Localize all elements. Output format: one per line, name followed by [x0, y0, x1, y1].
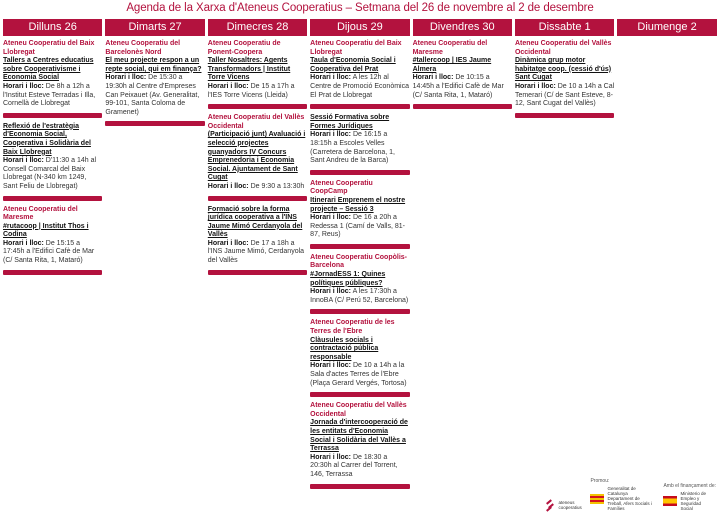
event-card [208, 114, 307, 200]
event-details [3, 240, 102, 266]
generalitat-flag-icon [590, 494, 604, 504]
day-header: Dimecres 28 [208, 19, 307, 36]
schedule-label: Horari i lloc: [310, 214, 352, 222]
event-card [413, 40, 512, 109]
event-card [515, 40, 614, 118]
schedule-text: A les 12h al Centre de Promoció Econòmica El Prat de Llobregat [310, 74, 409, 99]
event-separator [105, 121, 204, 126]
event-details [310, 454, 409, 480]
event-title-link[interactable]: Dinàmica grup motor habitatge coop. (cessió d'ús) Sant Cugat [514, 57, 612, 82]
xarxa-logo [545, 497, 580, 511]
event-title-link[interactable]: Formació sobre la forma jurídica cooperativa a l'INS Jaume Mimó Cerdanyola del Vallès [207, 205, 303, 239]
day-column [617, 19, 716, 494]
schedule-label: Horari i lloc: [310, 288, 352, 296]
event-card [3, 123, 102, 201]
schedule-text: De 15:15 a 17:45h a l'Edifici Cafè de Mar (C/ Santa Rita, 1, Mataró) [3, 239, 95, 265]
agenda-columns [3, 19, 717, 494]
event-organizer: Ateneu Cooperatiu Coopòlis-Barcelona [310, 253, 408, 270]
event-details [3, 157, 102, 191]
day-column [413, 19, 512, 494]
event-separator [310, 392, 409, 397]
schedule-label: Horari i lloc: [310, 362, 352, 370]
schedule-label: Horari i lloc: [207, 82, 249, 90]
event-card [310, 114, 409, 175]
event-separator [413, 104, 512, 109]
event-details [105, 74, 204, 117]
event-separator [208, 196, 307, 201]
event-card [310, 319, 409, 397]
logo-text: ateneus cooperatius [558, 500, 582, 510]
event-card [3, 40, 102, 118]
event-card [208, 40, 307, 109]
schedule-text: De 8h a 12h a l'Institut Esteve Terradas i Illa, Cornellà de Llobregat [3, 82, 96, 108]
event-card [3, 206, 102, 275]
event-organizer: Ateneu Cooperatiu del Vallès Occidental [514, 40, 612, 56]
event-details [208, 83, 307, 100]
event-title-link[interactable]: El meu projecte respon a un repte social, qui em finança? [105, 57, 202, 73]
day-column [310, 19, 409, 494]
day-header: Dijous 29 [310, 19, 409, 36]
schedule-label: Horari i lloc: [310, 453, 352, 461]
day-column [3, 19, 102, 494]
schedule-label: Horari i lloc: [3, 82, 44, 90]
event-organizer: Ateneu Cooperatiu del Vallès Occidental [310, 402, 407, 418]
schedule-label: Horari i lloc: [207, 239, 249, 247]
day-column [515, 19, 614, 494]
page-title: Agenda de la Xarxa d'Ateneus Cooperatius – Setmana del 26 de novembre al 2 de desembre [126, 2, 594, 14]
event-title-link[interactable]: Itinerari Emprenem el nostre projecte – Sessió 3 [310, 196, 406, 213]
event-title-link[interactable]: Clàusules socials i contractació pública responsable [310, 336, 379, 361]
footer-logos [545, 478, 716, 511]
amb-label: Amb el finançament de: [663, 483, 716, 489]
event-title-link[interactable]: #tallercoop | IES Jaume Almera [412, 57, 492, 73]
event-separator [310, 484, 409, 489]
spain-flag-icon [663, 496, 677, 506]
event-separator [310, 170, 409, 175]
day-column [105, 19, 204, 494]
schedule-label: Horari i lloc: [412, 74, 454, 82]
event-card [310, 254, 409, 315]
event-details [310, 74, 409, 100]
schedule-label: Horari i lloc: [310, 131, 352, 139]
event-separator [3, 113, 102, 118]
event-organizer: Ateneu Cooperatiu de les Terres de l'Ebre [310, 319, 395, 336]
event-details [310, 131, 409, 165]
schedule-text: D'11:30 a 14h al Consell Comarcal del Baix Llobregat (N-340 km 1249, Sant Feliu de Llobregat) [3, 157, 97, 190]
event-separator [208, 270, 307, 275]
generalitat-text: Generalitat de Catalunya Departament de Treball, Afers Socials i Famílies [607, 486, 652, 511]
event-details [310, 214, 409, 240]
day-header: Dilluns 26 [3, 19, 102, 36]
schedule-text: De 10 a 14h a la Sala d'actes Terres de l'Ebre (Plaça Gerard Vergés, Tortosa) [310, 362, 407, 387]
schedule-label: Horari i lloc: [207, 182, 249, 190]
event-separator [310, 309, 409, 314]
event-details [208, 183, 307, 192]
event-details [515, 83, 614, 109]
day-header: Divendres 30 [413, 19, 512, 36]
schedule-label: Horari i lloc: [3, 157, 44, 165]
event-details [310, 362, 409, 388]
event-organizer: Ateneu Cooperatiu del Vallès Occidental [207, 114, 305, 130]
schedule-label: Horari i lloc: [310, 74, 352, 82]
event-separator [208, 104, 307, 109]
event-organizer: Ateneu Cooperatiu del Baix Llobregat [310, 40, 402, 56]
event-details [3, 83, 102, 109]
ministerio-text: Ministerio de Empleo y Seguridad Social [680, 491, 706, 511]
event-details [208, 240, 307, 266]
event-organizer: Ateneu Cooperatiu del Baix Llobregat [3, 40, 95, 56]
event-card [105, 40, 204, 126]
event-organizer: Ateneu Cooperatiu del Maresme [412, 40, 488, 56]
schedule-text: De 17 a 18h a l'INS Jaume Mimó, Cerdanyola del Vallès [207, 239, 305, 265]
event-title-link[interactable]: Jornada d'intercooperació de les entitats d'Economia Social i Solidària del Vallès a Terrassa [310, 419, 408, 453]
event-title-link[interactable]: Taula d'Economia Social i Cooperativa del Prat [310, 57, 396, 73]
event-title-link[interactable]: Reflexió de l'estratègia d'Economia Social, Cooperativa i Solidària del Baix Llobregat [3, 122, 91, 156]
event-separator [3, 270, 102, 275]
schedule-text: De 18:30 a 20:30h al Carrer del Torrent, 146, Terrassa [310, 453, 398, 478]
finanament-block [663, 483, 716, 511]
schedule-text: De 10:15 a 14:45h a l'Edifici Cafè de Mar (C/ Santa Rita, 1, Mataró) [412, 74, 504, 99]
event-title-link[interactable]: Taller Nosaltres: Agents Transformadors | Institut Torre Vicens [207, 57, 291, 82]
day-column [208, 19, 307, 494]
event-organizer: Ateneu Cooperatiu del Maresme [3, 205, 78, 222]
ateneus-logo-icon [545, 499, 555, 511]
event-card [310, 180, 409, 249]
day-header: Dimarts 27 [105, 19, 204, 36]
event-separator [310, 104, 409, 109]
event-title-link[interactable]: Sessió Formativa sobre Formes Jurídiques [310, 114, 390, 130]
event-card [310, 40, 409, 109]
event-title-link[interactable]: (Participació junt) Avaluació i selecció projectes guanyadors IV Concurs Emprenedoria i Economia Social. Ajuntament de Sant Cugat [207, 131, 306, 182]
event-title-link[interactable]: Tallers a Centres educatius sobre Cooperativisme i Economia Social [3, 57, 94, 82]
schedule-text: De 15 a 17h a l'IES Torre Vicens (Lleida) [207, 82, 295, 99]
schedule-label: Horari i lloc: [3, 239, 44, 247]
event-card [208, 206, 307, 275]
promou-label: Promou: [590, 478, 610, 484]
event-organizer: Ateneu Cooperatiu del Barcelonès Nord [105, 40, 181, 56]
schedule-text: De 16:15 a 18:15h a Escoles Velles (Carretera de Barcelona, 1, Sant Andreu de la Barca) [310, 131, 395, 165]
event-separator [310, 244, 409, 249]
event-separator [515, 113, 614, 118]
event-details [413, 74, 512, 100]
event-organizer: Ateneu Cooperatiu CoopCamp [310, 179, 373, 196]
day-header: Diumenge 2 [617, 19, 716, 36]
schedule-text: De 9:30 a 13:30h [248, 182, 305, 190]
schedule-text: De 10 a 14h a Cal Temerari (C/ de Sant Esteve, 8-12, Sant Cugat del Vallès) [514, 82, 615, 108]
event-card [310, 402, 409, 488]
event-separator [3, 196, 102, 201]
day-header: Dissabte 1 [515, 19, 614, 36]
schedule-text: De 15:30 a 19:30h al Centre d'Empreses Can Peixauet (Av. Generalitat, 99-101, Santa Coloma de Gramenet) [105, 74, 200, 116]
event-title-link[interactable]: #JornadESS 1: Quines polítiques públiques? [310, 271, 386, 287]
schedule-text: De 16 a 20h a Redessa 1 (Camí de Valls, 81-87, Reus) [310, 214, 405, 239]
promou-block [590, 478, 653, 511]
schedule-label: Horari i lloc: [514, 82, 556, 90]
event-organizer: Ateneu Cooperatiu de Ponent-Coopera [207, 40, 281, 56]
schedule-text: A les 17:30h a InnoBA (C/ Perú 52, Barcelona) [310, 288, 409, 304]
schedule-label: Horari i lloc: [105, 74, 147, 82]
event-details [310, 288, 409, 305]
event-title-link[interactable]: #rutacoop | Institut Thos i Codina [3, 222, 89, 239]
